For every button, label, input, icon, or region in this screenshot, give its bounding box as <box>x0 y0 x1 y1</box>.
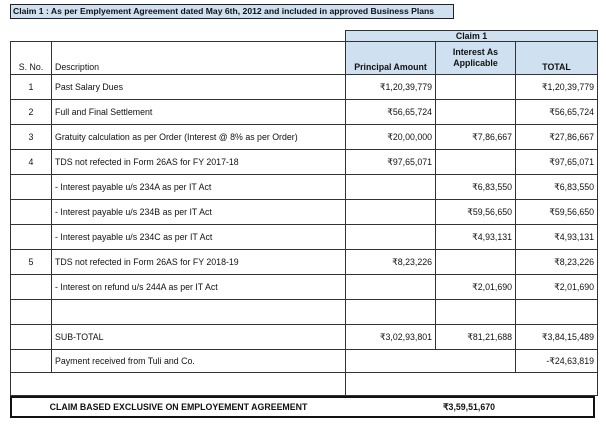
row-description <box>52 300 346 325</box>
table-row <box>11 300 598 325</box>
row-total: ₹4,93,131 <box>516 225 598 250</box>
row-description: - Interest payable u/s 234B as per IT Act <box>52 200 346 225</box>
row-interest <box>436 75 516 100</box>
row-interest: ₹2,01,690 <box>436 275 516 300</box>
claim-header: Claim 1 <box>346 31 598 42</box>
row-interest: ₹6,83,550 <box>436 175 516 200</box>
row-total <box>516 300 598 325</box>
row-total: ₹8,23,226 <box>516 250 598 275</box>
row-sno: 2 <box>11 100 52 125</box>
row-sno: 1 <box>11 75 52 100</box>
row-description: Gratuity calculation as per Order (Interest @ 8% as per Order) <box>52 125 346 150</box>
table-row <box>11 200 598 225</box>
description-header: Description <box>52 42 346 75</box>
table-row <box>11 75 598 100</box>
footer-label: CLAIM BASED EXCLUSIVE ON EMPLOYEMENT AGREEMENT <box>49 402 308 412</box>
row-principal <box>346 300 436 325</box>
row-sno: 5 <box>11 250 52 275</box>
principal-header: Principal Amount <box>346 42 436 75</box>
row-total: ₹97,65,071 <box>516 150 598 175</box>
payment-total: -₹24,63,819 <box>516 350 598 373</box>
table-row <box>11 175 598 200</box>
claim-footer <box>10 396 595 418</box>
row-sno: 3 <box>11 125 52 150</box>
claim-table <box>10 30 598 396</box>
row-interest <box>436 300 516 325</box>
row-principal <box>346 275 436 300</box>
row-principal: ₹8,23,226 <box>346 250 436 275</box>
table-row <box>11 325 598 350</box>
row-principal: ₹3,02,93,801 <box>346 325 436 350</box>
row-total: ₹3,84,15,489 <box>516 325 598 350</box>
row-total: ₹2,01,690 <box>516 275 598 300</box>
payment-description: Payment received from Tuli and Co. <box>52 350 346 373</box>
table-row <box>11 250 598 275</box>
row-sno <box>11 300 52 325</box>
row-principal: ₹97,65,071 <box>346 150 436 175</box>
row-sno <box>11 225 52 250</box>
row-description: TDS not refected in Form 26AS for FY 2018-19 <box>52 250 346 275</box>
row-description: - Interest payable u/s 234C as per IT Act <box>52 225 346 250</box>
footer-value: ₹3,59,51,670 <box>442 402 496 412</box>
row-principal <box>346 200 436 225</box>
row-principal <box>346 175 436 200</box>
row-principal: ₹20,00,000 <box>346 125 436 150</box>
row-principal: ₹56,65,724 <box>346 100 436 125</box>
row-sno <box>11 325 52 350</box>
row-sno <box>11 200 52 225</box>
row-sno <box>11 275 52 300</box>
row-interest <box>436 150 516 175</box>
row-total: ₹1,20,39,779 <box>516 75 598 100</box>
row-description: TDS not refected in Form 26AS for FY 2017-18 <box>52 150 346 175</box>
table-row <box>11 275 598 300</box>
table-row <box>11 100 598 125</box>
row-interest: ₹4,93,131 <box>436 225 516 250</box>
row-interest: ₹81,21,688 <box>436 325 516 350</box>
table-row <box>11 225 598 250</box>
table-row <box>11 150 598 175</box>
interest-header: Interest As Applicable <box>436 42 516 75</box>
row-sno: 4 <box>11 150 52 175</box>
row-total: ₹59,56,650 <box>516 200 598 225</box>
row-principal <box>346 225 436 250</box>
row-total: ₹27,86,667 <box>516 125 598 150</box>
row-interest: ₹7,86,667 <box>436 125 516 150</box>
row-description: - Interest on refund u/s 244A as per IT Act <box>52 275 346 300</box>
row-description: Full and Final Settlement <box>52 100 346 125</box>
row-sno <box>11 175 52 200</box>
row-interest <box>436 250 516 275</box>
row-total: ₹6,83,550 <box>516 175 598 200</box>
table-row <box>11 125 598 150</box>
row-total: ₹56,65,724 <box>516 100 598 125</box>
row-description: - Interest payable u/s 234A as per IT Act <box>52 175 346 200</box>
row-description: SUB-TOTAL <box>52 325 346 350</box>
row-interest: ₹59,56,650 <box>436 200 516 225</box>
sno-header: S. No. <box>11 42 52 75</box>
claim-title: Claim 1 : As per Emplyement Agreement dated May 6th, 2012 and included in approved Business Plans <box>10 4 454 19</box>
row-interest <box>436 100 516 125</box>
total-header: TOTAL <box>516 42 598 75</box>
row-principal: ₹1,20,39,779 <box>346 75 436 100</box>
row-description: Past Salary Dues <box>52 75 346 100</box>
